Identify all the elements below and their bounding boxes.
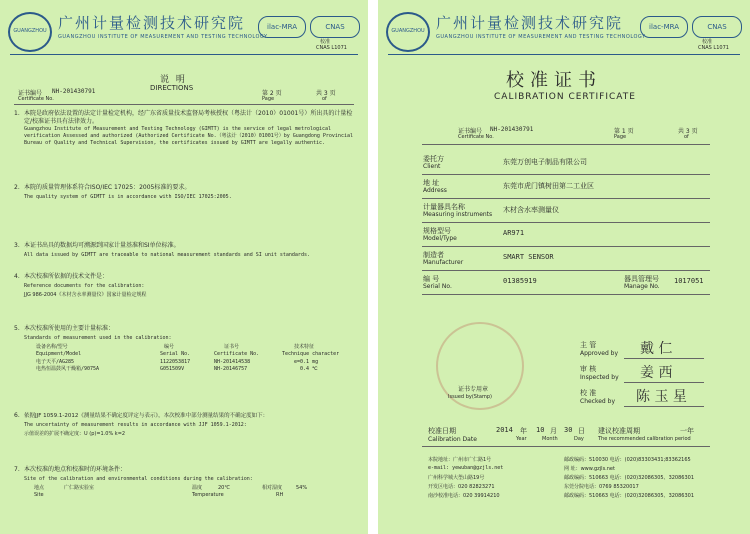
page-total-en: of: [322, 96, 327, 102]
stamp-label-zh: 证书专用章: [458, 386, 489, 393]
field-label-en: Serial No.: [423, 283, 452, 290]
section-number: 7.: [14, 466, 20, 473]
footer-website: 网 址：www.gzjls.net: [564, 466, 615, 472]
directions-section-6: [14, 412, 354, 440]
table-row-serial: 1122053817: [160, 359, 191, 365]
page-title-en: DIRECTIONS: [150, 84, 194, 92]
page-calibration-certificate: [378, 0, 750, 534]
logo-text: GUANGZHOU: [391, 28, 425, 34]
cnas-sub: 校准: [320, 39, 331, 45]
stamp-label-en: Issued by(Stamp): [448, 394, 492, 400]
footer-dev-phone: 开发区电话：020 82823271: [428, 484, 495, 490]
recal-label-en: The recommended calibration period: [598, 436, 691, 442]
manage-no-value: 1017051: [674, 277, 704, 285]
field-label-zh: 委托方: [423, 155, 444, 163]
col-header-equipment-en: Equipment/Model: [36, 351, 82, 357]
cnas-sub: 校准: [702, 39, 713, 45]
col-header-equipment-zh: 设备名称/型号: [36, 344, 68, 350]
section-number: 5.: [14, 325, 20, 332]
instrument-value: 木材含水率测量仪: [503, 206, 559, 214]
rh-label-zh: 相对湿度: [262, 485, 283, 491]
col-header-serial-zh: 编号: [164, 344, 175, 350]
section-number: 3.: [14, 242, 20, 249]
inspector-signature: 姜 西: [640, 365, 673, 381]
cal-month: 10: [536, 426, 545, 434]
section-text-zh: 本次校准所依据的技术文件是：: [24, 273, 109, 280]
table-row-cert: NH-20146757: [214, 366, 248, 372]
page-directions: [0, 0, 368, 534]
date-rule: [422, 446, 710, 447]
institute-logo: [386, 12, 430, 52]
institute-name-zh: 广州计量检测技术研究院: [58, 14, 246, 32]
section-number: 2.: [14, 184, 20, 191]
table-row-tech: e=0.1 mg: [294, 359, 319, 365]
field-rule: [422, 270, 710, 271]
cal-year: 2014: [496, 426, 513, 434]
field-label-zh: 编 号: [423, 275, 440, 283]
page-number-en: Page: [262, 96, 275, 102]
page-header: [0, 8, 368, 54]
footer-dongguan-phone: 东莞分院电话：0769 85320017: [564, 484, 639, 490]
section-text-en: Site of the calibration and environmental conditions during the calibration:: [24, 476, 253, 482]
header-rule: [388, 54, 740, 55]
cal-date-label-zh: 校准日期: [428, 427, 456, 435]
temp-value: 20℃: [218, 485, 230, 491]
rh-label-en: RH: [276, 492, 284, 498]
cert-no: NH-201430791: [490, 126, 534, 133]
ilac-mra-badge: ilac-MRA: [258, 16, 306, 38]
section-text-en: The quality system of GIMTT is in accordance with ISO/IEC 17025:2005.: [24, 194, 232, 200]
site-label-zh: 地点: [34, 485, 45, 491]
field-rule: [422, 294, 710, 295]
institute-logo: [8, 12, 52, 52]
title-rule: [422, 144, 710, 145]
page-total-zh: 共 3 页: [316, 90, 336, 97]
page-total-zh: 共 3 页: [678, 128, 698, 135]
section-number: 6.: [14, 412, 20, 419]
title-rule: [14, 104, 354, 105]
logo-text: GUANGZHOU: [13, 28, 47, 34]
client-value: 东莞万创电子制品有限公司: [503, 158, 587, 166]
footer-nansha-phone: 南沙校准电话：020 39914210: [428, 493, 500, 499]
page-number-en: Page: [614, 134, 627, 140]
cal-year-label-zh: 年: [520, 427, 527, 435]
manage-no-label-en: Manage No.: [624, 283, 660, 290]
signature-line: [624, 406, 704, 407]
page-total-en: of: [684, 134, 689, 140]
page-number-zh: 第 1 页: [614, 128, 634, 135]
ilac-mra-badge: ilac-MRA: [640, 16, 688, 38]
checked-label-en: Checked by: [580, 398, 616, 405]
cal-month-label-zh: 月: [550, 427, 557, 435]
approver-signature: 戴 仁: [640, 341, 673, 357]
cnas-badge: CNAS: [310, 16, 360, 38]
directions-section-1: [14, 110, 354, 166]
footer-email: e-mail: yewuban@gzjls.net: [428, 465, 504, 471]
page-title-zh: 说 明: [160, 75, 187, 85]
footer-postcode-sci: 邮政编码：510663 电话：(020)32086305、32086301: [564, 475, 695, 481]
footer-science-city: 广州科学城大壆山路19号: [428, 475, 485, 481]
section-text-zh: 本院是政府依法设置的法定计量检定机构，经广东省质量技术监督局考核授权（粤法计（2010）01001号）所出具的计量检定/校准证书具有法律效力。: [24, 110, 353, 125]
field-label-en: Measuring instruments: [423, 211, 493, 218]
section-text-zh: 本次校准的地点和校准时的环境条件：: [24, 466, 127, 473]
section-text-zh: 依据JJF 1059.1-2012《测量结果不确定度评定与表示》，本次校准中部分测量结果的不确定度如下：: [24, 413, 269, 419]
field-label-en: Client: [423, 163, 441, 170]
directions-section-2: [14, 184, 354, 204]
reference-document: JJG 986-2004《木材含水率测量仪》国家计量检定规程: [24, 292, 147, 298]
cert-no-label-zh: 证书编号: [18, 90, 43, 97]
field-rule: [422, 246, 710, 247]
temp-label-en: Temperature: [192, 492, 224, 498]
cal-day-label-en: Day: [574, 436, 584, 442]
header-rule: [10, 54, 358, 55]
field-label-zh: 制造者: [423, 251, 444, 259]
col-header-serial-en: Serial No.: [160, 351, 191, 357]
table-row-serial: G051509V: [160, 366, 185, 372]
col-header-tech-zh: 技术特征: [294, 344, 315, 350]
rh-value: 54%: [296, 485, 308, 491]
table-row-cert: NH-201414538: [214, 359, 251, 365]
checker-signature: 陈 玉 星: [636, 389, 687, 405]
cnas-code: CNAS L1071: [698, 45, 729, 51]
cnas-badge: CNAS: [692, 16, 742, 38]
section-text-en: The uncertainty of measurement results in accordance with JJF 1059.1-2012:: [24, 422, 247, 428]
field-label-zh: 地 址: [423, 179, 440, 187]
approved-label-zh: 主 管: [580, 341, 597, 349]
field-label-en: Address: [423, 187, 447, 194]
cal-day-label-zh: 日: [578, 427, 585, 435]
cert-no-label-zh: 证书编号: [458, 128, 483, 135]
field-label-en: Manufacturer: [423, 259, 464, 266]
section-text-zh: 本院的质量管理体系符合ISO/IEC 17025：2005标准的要求。: [24, 184, 191, 191]
col-header-cert-en: Certificate No.: [214, 351, 260, 357]
recal-value: 一年: [680, 427, 694, 435]
col-header-tech-en: Technique character: [282, 351, 340, 357]
table-row-equipment: 电热恒温鼓风干燥箱/9075A: [36, 366, 100, 372]
field-rule: [422, 174, 710, 175]
section-number: 4.: [14, 273, 20, 280]
recal-label-zh: 建议校准周期: [598, 427, 640, 435]
field-label-en: Model/Type: [423, 235, 457, 242]
cert-no: NH-201430791: [52, 88, 96, 95]
manufacturer-value: SMART SENSOR: [503, 253, 554, 261]
site-label-en: Site: [34, 492, 44, 498]
cert-no-label-en: Certificate No.: [18, 96, 54, 102]
inspected-label-en: Inspected by: [580, 374, 619, 381]
inspected-label-zh: 审 核: [580, 365, 597, 373]
section-text-en: All data issued by GIMTT are traceable to national measurement standards and SI unit standards.: [24, 252, 310, 258]
temp-label-zh: 温度: [192, 485, 203, 491]
uncertainty-value: 示值误差的扩展不确定度：U (p)=1.0% k=2: [24, 431, 126, 437]
cert-no-label-en: Certificate No.: [458, 134, 494, 140]
page-number-zh: 第 2 页: [262, 90, 282, 97]
section-text-zh: 本证书出具的数据均可溯源到国家计量基准和SI单位标准。: [24, 242, 180, 249]
cal-month-label-en: Month: [542, 436, 558, 442]
signature-line: [624, 358, 704, 359]
address-value: 东莞市虎门镇树田第二工业区: [503, 182, 594, 190]
cal-year-label-en: Year: [516, 436, 527, 442]
serial-value: 01385919: [503, 277, 537, 285]
site-value: 广仁路实验室: [64, 485, 95, 491]
institute-name-zh: 广州计量检测技术研究院: [436, 14, 624, 32]
page-title-en: CALIBRATION CERTIFICATE: [494, 92, 636, 102]
field-rule: [422, 198, 710, 199]
section-text-en: Standards of measurement used in the calibration:: [24, 335, 172, 341]
section-text-en: Guangzhou Institute of Measurement and Testing Technology (GIMTT) is the service of legal metrological verification Assessed and authorized (Authorized Certificate No.（粤法计（2010）01001号）by Guangdong Provincial Bureau of Quality and Technical Supervision, the certificates issued by GIMTT are legally authentic.: [24, 126, 353, 146]
footer-postcode-ns: 邮政编码：510663 电话：(020)32086305、32086301: [564, 493, 695, 499]
section-number: 1.: [14, 110, 20, 117]
field-label-zh: 计量器具名称: [423, 203, 465, 211]
footer-address: 本院地址：广州市广仁路1号: [428, 457, 492, 463]
field-rule: [422, 222, 710, 223]
directions-section-7: [14, 466, 354, 506]
section-text-zh: 本次校准所使用的主要计量标准：: [24, 325, 115, 332]
cal-day: 30: [564, 426, 573, 434]
approved-label-en: Approved by: [580, 350, 619, 357]
field-label-zh: 规格型号: [423, 227, 451, 235]
col-header-cert-zh: 证书号: [224, 344, 240, 350]
directions-section-3: [14, 242, 354, 264]
section-text-en: Reference documents for the calibration:: [24, 283, 145, 289]
directions-section-4: [14, 273, 354, 303]
institute-name-en: GUANGZHOU INSTITUTE OF MEASUREMENT AND TESTING TECHNOLOGY: [58, 34, 268, 40]
manage-no-label-zh: 器具管理号: [624, 275, 659, 283]
table-row-equipment: 电子天平/AG285: [36, 359, 75, 365]
signature-line: [624, 382, 704, 383]
model-value: AR971: [503, 229, 525, 237]
footer-postcode-main: 邮政编码：510030 电话：(020)83303431;83362165: [564, 457, 691, 463]
table-row-tech: 0.4 ℃: [300, 366, 318, 372]
cnas-code: CNAS L1071: [316, 45, 347, 51]
institute-name-en: GUANGZHOU INSTITUTE OF MEASUREMENT AND TESTING TECHNOLOGY: [436, 34, 646, 40]
page-header: [378, 8, 750, 54]
directions-section-5: [14, 325, 354, 375]
page-title-zh: 校准证书: [506, 70, 602, 91]
checked-label-zh: 校 准: [580, 389, 597, 397]
cal-date-label-en: Calibration Date: [428, 436, 477, 443]
